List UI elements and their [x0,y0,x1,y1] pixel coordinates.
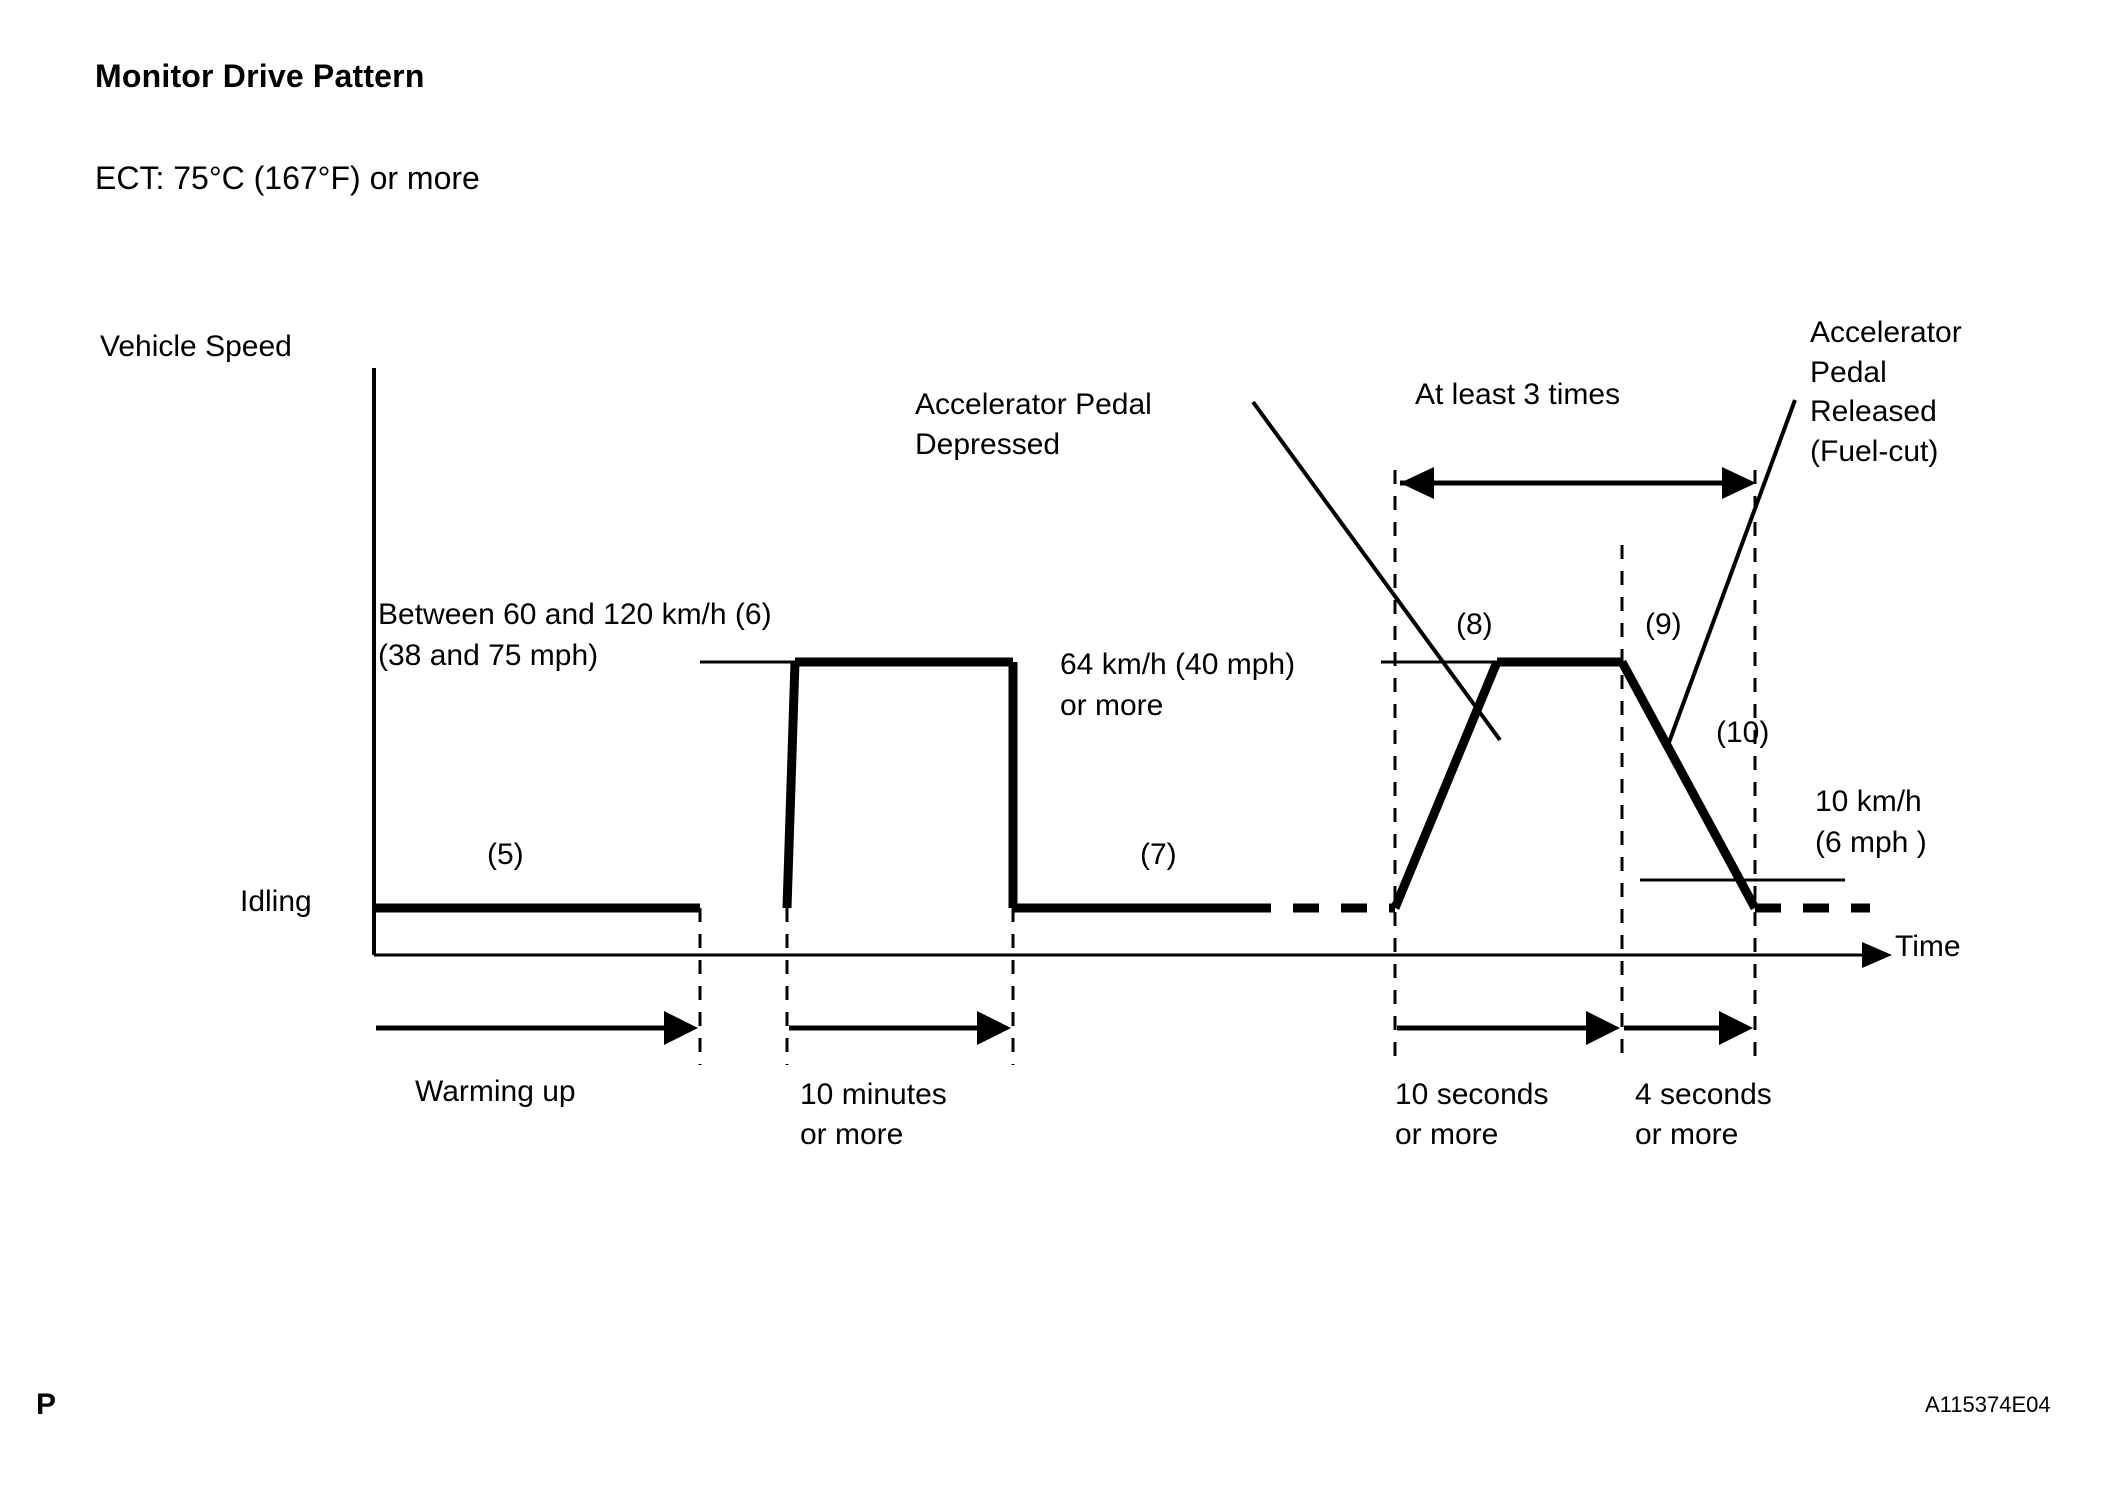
leader-accel-depressed [1253,402,1500,740]
speed-10-line2: (6 mph ) [1815,825,1927,859]
arrowhead-3times-right [1722,467,1756,499]
speed-64-line2: or more [1060,688,1164,722]
accelerator-depressed-line1: Accelerator Pedal [915,388,1152,421]
arrowhead-10-minutes [977,1011,1011,1045]
trace-accel-ramp-1 [787,662,795,908]
ten-minutes-line1: 10 minutes [800,1078,947,1111]
x-axis-label: Time [1895,930,1961,963]
arrowhead-warming-up [664,1011,698,1045]
ten-seconds-line1: 10 seconds [1395,1078,1549,1111]
accelerator-released-line1: Accelerator [1810,316,1962,349]
step-5-marker: (5) [487,838,524,871]
accelerator-released-line4: (Fuel-cut) [1810,434,1939,468]
four-seconds-line2: or more [1635,1117,1739,1151]
accelerator-released-line3: Released [1810,395,1937,429]
arrowhead-4-seconds [1719,1011,1753,1045]
trace-accel-ramp-2 [1395,662,1497,908]
footer-mark: P [36,1388,57,1421]
trace-fuelcut-decel [1622,662,1755,908]
idling-label: Idling [240,885,312,918]
step-9-marker: (9) [1645,608,1682,641]
figure-code: A115374E04 [1925,1392,2051,1417]
speed-64-line1: 64 km/h (40 mph) [1060,648,1296,681]
arrowhead-3times-left [1400,467,1434,499]
accelerator-released-line2: Pedal [1810,355,1887,389]
four-seconds-line1: 4 seconds [1635,1078,1772,1111]
cruise-speed-line1: Between 60 and 120 km/h (6) [378,598,772,631]
ect-condition-text: ECT: 75°C (167°F) or more [95,160,480,196]
y-axis-label: Vehicle Speed [100,330,292,363]
page-title: Monitor Drive Pattern [95,58,425,94]
at-least-3-times-label: At least 3 times [1415,378,1621,411]
arrowhead-time-axis [1862,942,1892,968]
warming-up-duration-label: Warming up [415,1075,576,1108]
arrowhead-10-seconds [1586,1011,1620,1045]
step-7-marker: (7) [1140,838,1177,871]
ten-minutes-line2: or more [800,1117,904,1151]
cruise-speed-line2: (38 and 75 mph) [378,638,599,672]
speed-10-line1: 10 km/h [1815,785,1922,818]
ten-seconds-line2: or more [1395,1117,1499,1151]
step-10-marker: (10) [1716,716,1770,749]
leader-accel-released [1668,400,1795,745]
step-8-marker: (8) [1456,608,1493,641]
accelerator-depressed-line2: Depressed [915,427,1061,461]
